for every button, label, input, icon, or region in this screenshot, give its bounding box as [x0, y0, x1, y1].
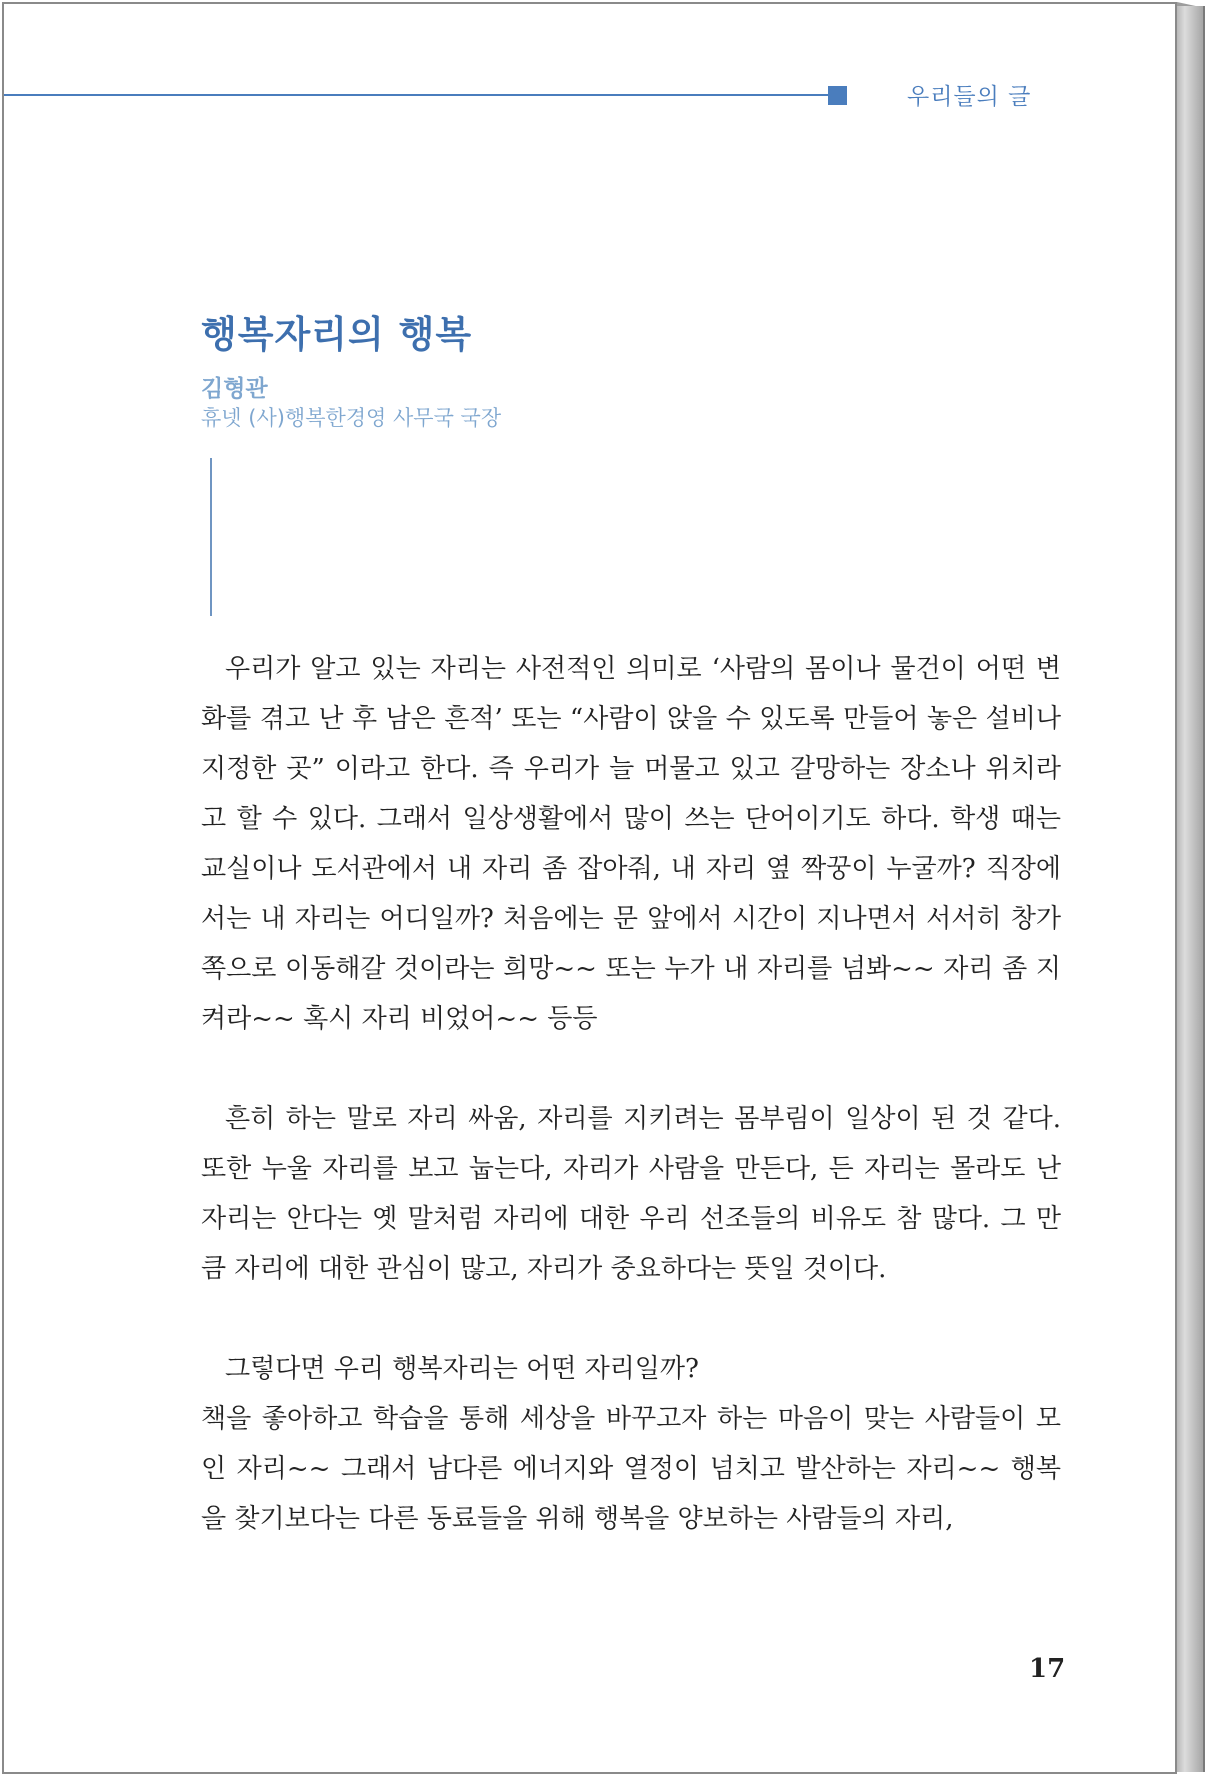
header-square-marker — [828, 86, 847, 105]
running-head: 우리들의 글 — [907, 84, 1032, 110]
author-name: 김형관 — [201, 376, 268, 402]
article-body — [201, 644, 1061, 1544]
page-number: 17 — [1029, 1654, 1066, 1684]
paragraph-4: 책을 좋아하고 학습을 통해 세상을 바꾸고자 하는 마음이 맞는 사람들이 모인 자리~~ 그래서 남다른 에너지와 열정이 넘치고 발산하는 자리~~ 행복을 찾기보다는 다른 동료들을 위해 행복을 양보하는 사람들의 자리, — [201, 1404, 1061, 1534]
book-spine — [1177, 6, 1205, 1772]
author-affiliation: 휴넷 (사)행복한경영 사무국 국장 — [201, 406, 502, 430]
book-page — [2, 2, 1177, 1774]
header-rule — [4, 94, 834, 96]
decorative-vertical-rule — [210, 458, 212, 616]
paragraph-2: 흔히 하는 말로 자리 싸움, 자리를 지키려는 몸부림이 일상이 된 것 같다. 또한 누울 자리를 보고 눕는다, 자리가 사람을 만든다, 든 자리는 몰라도 난 자리는 안다는 옛 말처럼 자리에 대한 우리 선조들의 비유도 참 많다. 그 만큼 자리에 대한 관심이 많고, 자리가 중요하다는 뜻일 것이다. — [201, 1104, 1061, 1284]
paragraph-3: 그렇다면 우리 행복자리는 어떤 자리일까? — [225, 1354, 699, 1384]
article-title: 행복자리의 행복 — [201, 313, 473, 356]
paragraph-1: 우리가 알고 있는 자리는 사전적인 의미로 ‘사람의 몸이나 물건이 어떤 변화를 겪고 난 후 남은 흔적’ 또는 “사람이 앉을 수 있도록 만들어 놓은 설비나 지정한 곳” 이라고 한다. 즉 우리가 늘 머물고 있고 갈망하는 장소나 위치라고 할 수 있다. 그래서 일상생활에서 많이 쓰는 단어이기도 하다. 학생 때는 교실이나 도서관에서 내 자리 좀 잡아줘, 내 자리 옆 짝꿍이 누굴까? 직장에서는 내 자리는 어디일까? 처음에는 문 앞에서 시간이 지나면서 서서히 창가 쪽으로 이동해갈 것이라는 희망~~ 또는 누가 내 자리를 넘봐~~ 자리 좀 지켜라~~ 혹시 자리 비었어~~ 등등 — [201, 654, 1061, 1034]
